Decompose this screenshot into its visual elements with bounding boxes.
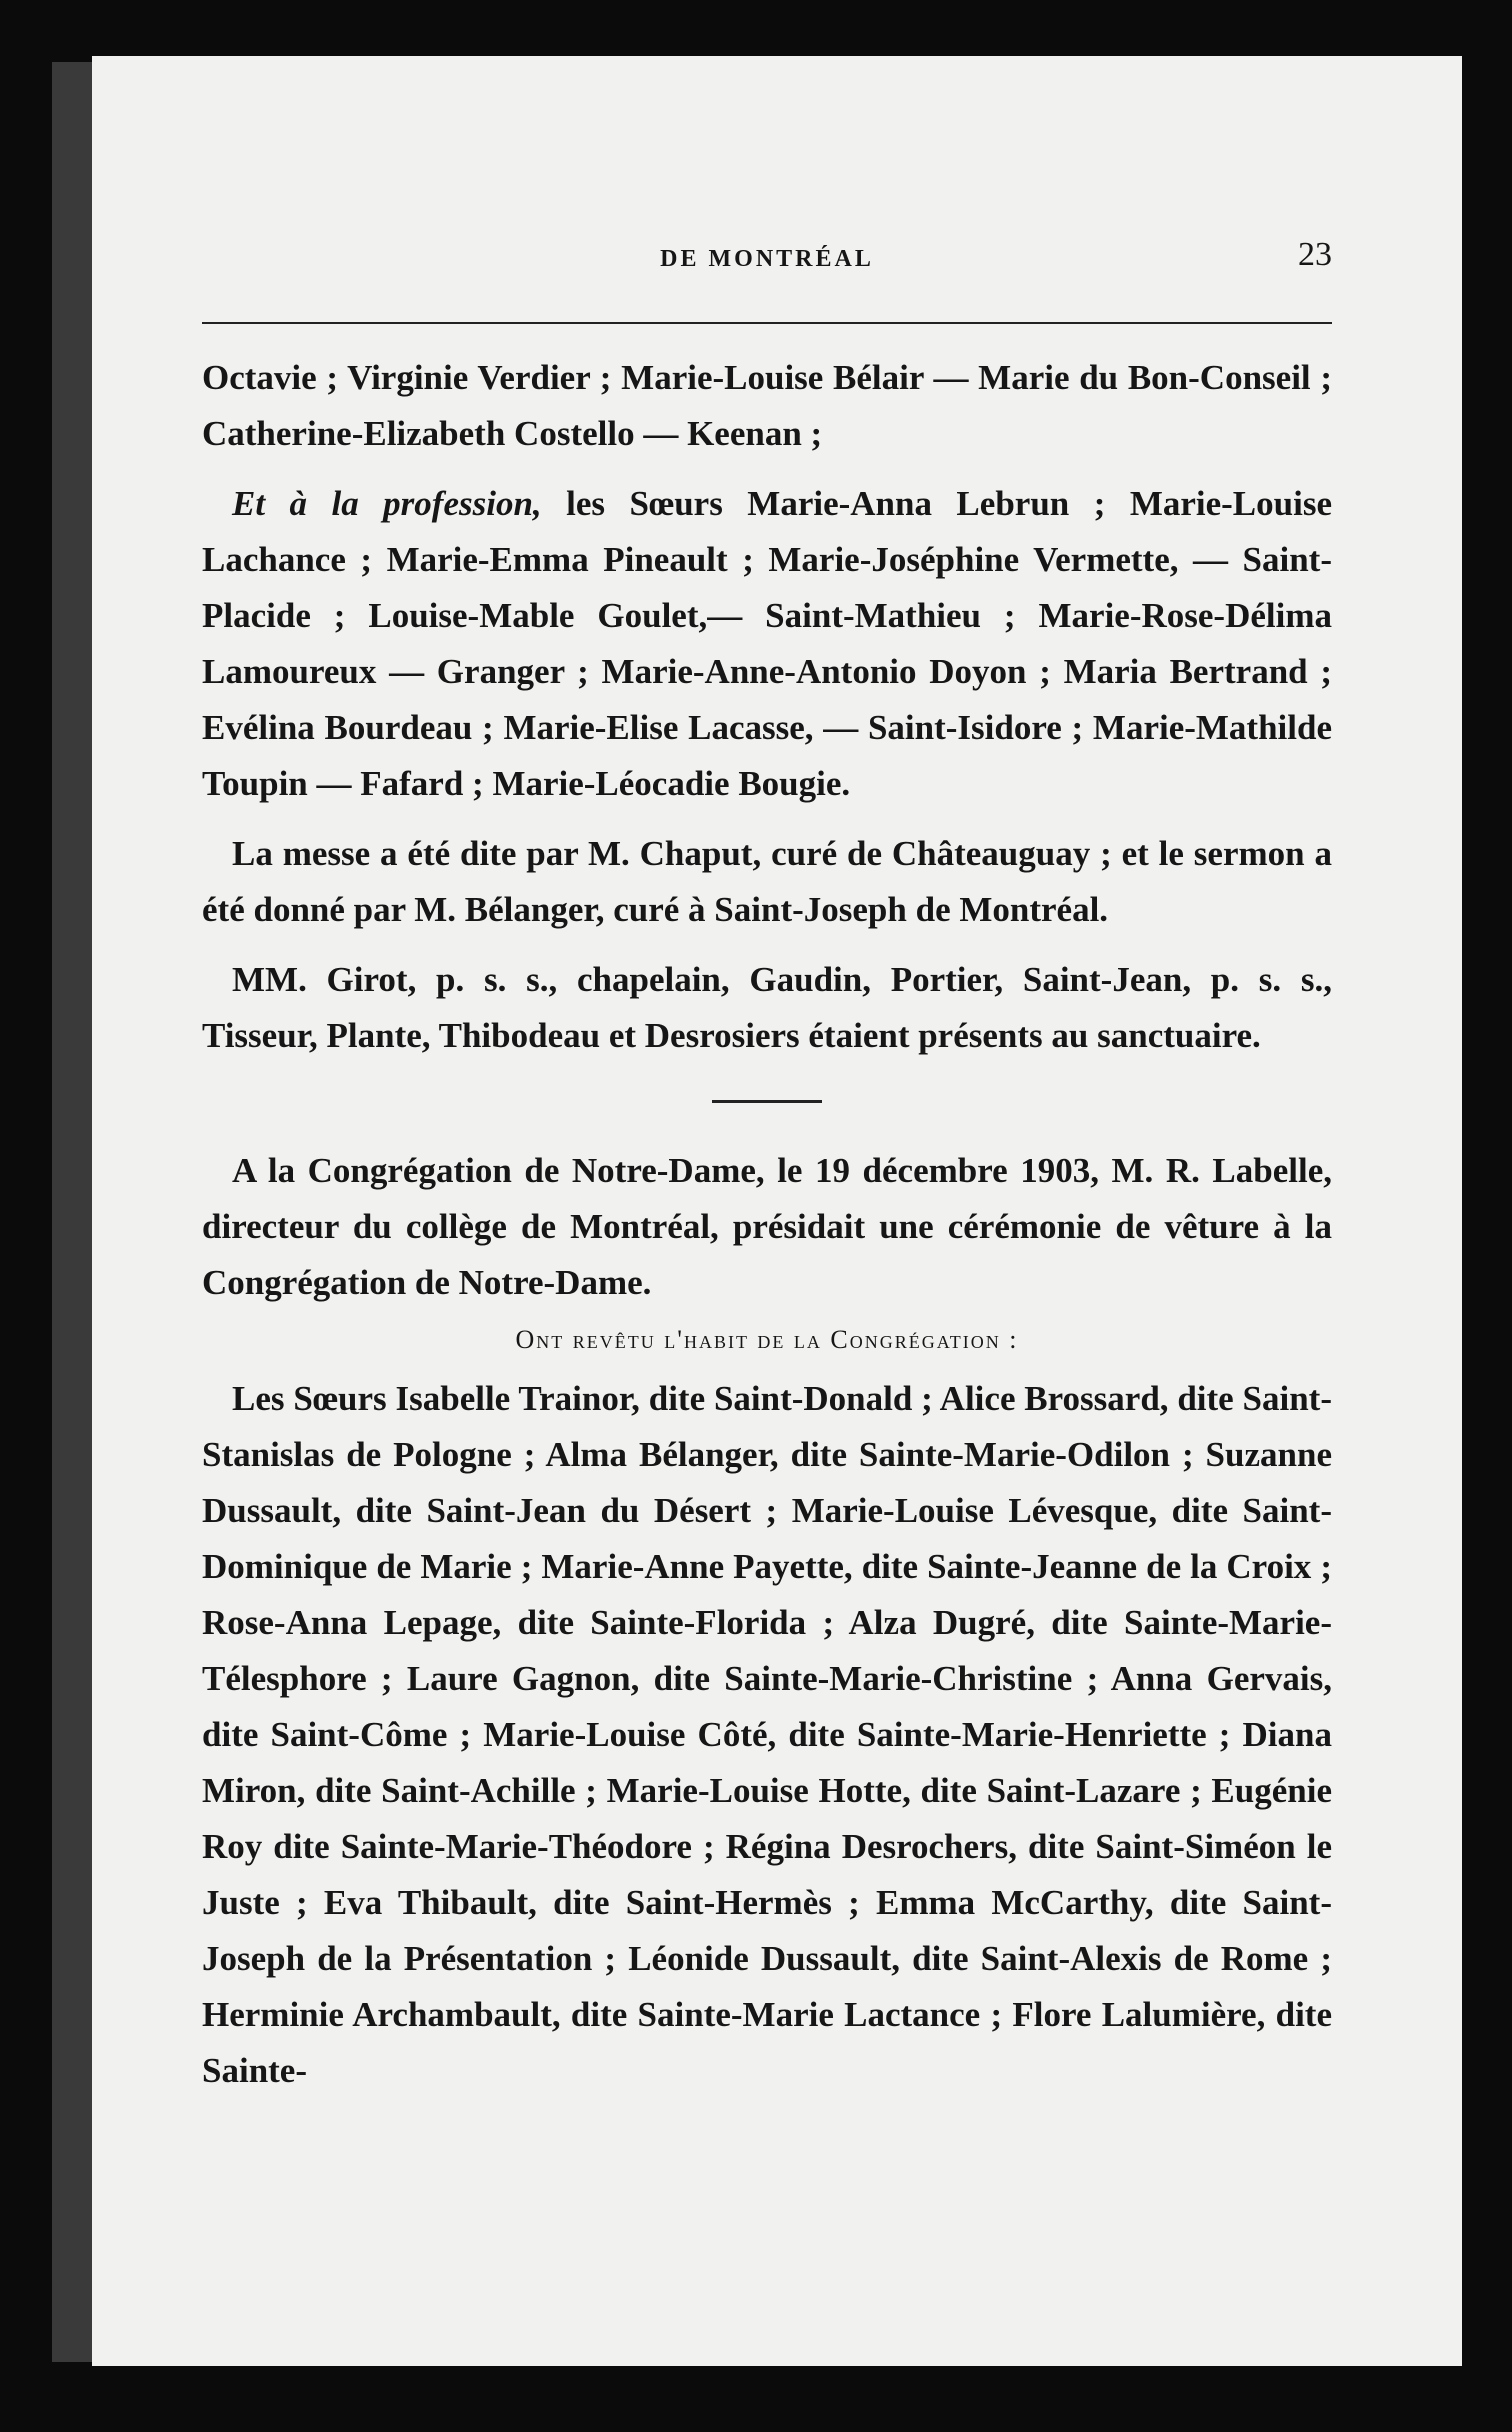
book-page bbox=[92, 56, 1462, 2366]
paragraph-2-rest: les Sœurs Marie-Anna Lebrun ; Marie-Louise Lachance ; Marie-Emma Pineault ; Marie-Joséphine Vermette, — Saint-Placide ; Louise-Mable Goulet,— Saint-Mathieu ; Marie-Rose-Délima Lamoureux — Granger ; Marie-Anne-Antonio Doyon ; Maria Bertrand ; Evélina Bourdeau ; Marie-Elise Lacasse, — Saint-Isidore ; Marie-Mathilde Toupin — Fafard ; Marie-Léocadie Bougie. bbox=[202, 484, 1332, 803]
section-heading: Ont revêtu l'habit de la Congrégation : bbox=[515, 1325, 1019, 1354]
paragraph-3: La messe a été dite par M. Chaput, curé de Châteauguay ; et le sermon a été donné par M. Bélanger, curé à Saint-Joseph de Montréal. bbox=[202, 834, 1332, 929]
page-text-block bbox=[202, 236, 1332, 2113]
paragraph-2 bbox=[202, 476, 1332, 812]
paragraph-1: Octavie ; Virginie Verdier ; Marie-Louise Bélair — Marie du Bon-Conseil ; Catherine-Elizabeth Costello — Keenan ; bbox=[202, 358, 1332, 453]
paragraph-4: MM. Girot, p. s. s., chapelain, Gaudin, Portier, Saint-Jean, p. s. s., Tisseur, Plante, Thibodeau et Desrosiers étaient présents au sanctuaire. bbox=[202, 960, 1332, 1055]
running-head: DE MONTRÉAL bbox=[660, 246, 874, 272]
section-separator bbox=[712, 1100, 822, 1103]
paragraph-2-italic: Et à la profession, bbox=[232, 484, 542, 523]
header-rule bbox=[202, 322, 1332, 324]
page-number: 23 bbox=[1298, 236, 1332, 273]
page-header bbox=[202, 236, 1332, 302]
paragraph-5: A la Congrégation de Notre-Dame, le 19 décembre 1903, M. R. Labelle, directeur du collège de Montréal, présidait une cérémonie de vêture à la Congrégation de Notre-Dame. bbox=[202, 1151, 1332, 1302]
paragraph-6: Les Sœurs Isabelle Trainor, dite Saint-Donald ; Alice Brossard, dite Saint-Stanislas de Pologne ; Alma Bélanger, dite Sainte-Marie-Odilon ; Suzanne Dussault, dite Saint-Jean du Désert ; Marie-Louise Lévesque, dite Saint-Dominique de Marie ; Marie-Anne Payette, dite Sainte-Jeanne de la Croix ; Rose-Anna Lepage, dite Sainte-Florida ; Alza Dugré, dite Sainte-Marie-Télesphore ; Laure Gagnon, dite Sainte-Marie-Christine ; Anna Gervais, dite Saint-Côme ; Marie-Louise Côté, dite Sainte-Marie-Henriette ; Diana Miron, dite Saint-Achille ; Marie-Louise Hotte, dite Saint-Lazare ; Eugénie Roy dite Sainte-Marie-Théodore ; Régina Desrochers, dite Saint-Siméon le Juste ; Eva Thibault, dite Saint-Hermès ; Emma McCarthy, dite Saint-Joseph de la Présentation ; Léonide Dussault, dite Saint-Alexis de Rome ; Herminie Archambault, dite Sainte-Marie Lactance ; Flore Lalumière, dite Sainte- bbox=[202, 1379, 1332, 2090]
